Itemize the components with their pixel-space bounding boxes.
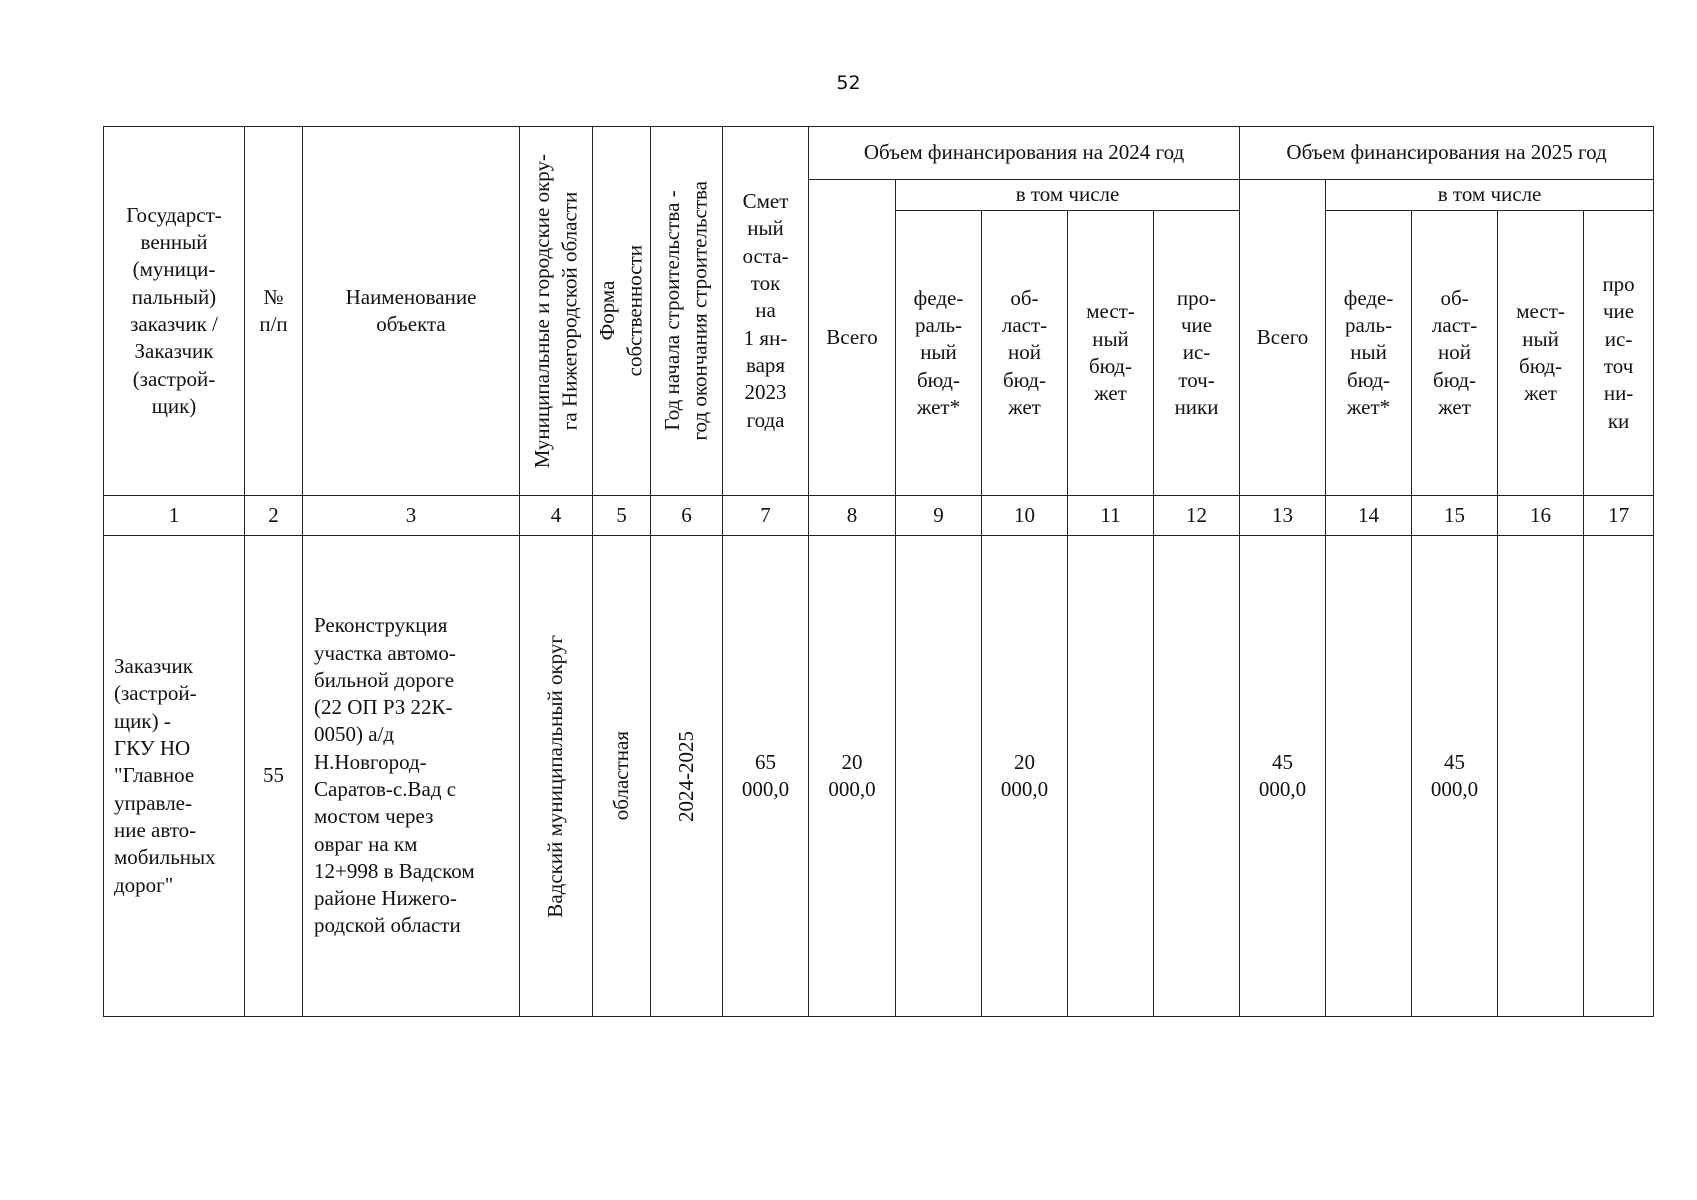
- column-number: 5: [593, 496, 651, 536]
- cell-estimate-balance: 65 000,0: [723, 536, 809, 1017]
- financing-table: [103, 126, 1654, 1017]
- cell-district: Вадский муниципальный округ: [520, 536, 593, 1017]
- column-number: 17: [1584, 496, 1654, 536]
- cell-total-2024: 20 000,0: [809, 536, 896, 1017]
- cell-object-name: Реконструкция участка автомо- бильной дороге (22 ОП РЗ 22К- 0050) а/д Н.Новгород- Саратов-с.Вад с мостом через овраг на км 12+998 в Вадском районе Нижего- родской области: [303, 536, 520, 1017]
- cell-ownership: областная: [593, 536, 651, 1017]
- column-number: 1: [104, 496, 245, 536]
- header-federal-2025: феде- раль- ный бюд- жет*: [1326, 211, 1412, 496]
- cell-federal-2025: [1326, 536, 1412, 1017]
- header-incl-2024: в том числе: [896, 180, 1240, 211]
- page-number: 52: [836, 72, 861, 94]
- cell-other-2025: [1584, 536, 1654, 1017]
- column-number: 12: [1154, 496, 1240, 536]
- header-object-name: Наименование объекта: [303, 127, 520, 496]
- column-number: 8: [809, 496, 896, 536]
- column-number: 3: [303, 496, 520, 536]
- header-other-2025: про чие ис- точ ни- ки: [1584, 211, 1654, 496]
- column-number: 14: [1326, 496, 1412, 536]
- header-total-2025: Всего: [1240, 180, 1326, 496]
- table-row: [104, 536, 1654, 1017]
- header-estimate-balance: Смет ный оста- ток на 1 ян- варя 2023 года: [723, 127, 809, 496]
- header-group-2024: Объем финансирования на 2024 год: [809, 127, 1240, 180]
- column-number: 10: [982, 496, 1068, 536]
- cell-customer: Заказчик (застрой- щик) - ГКУ НО "Главное управле- ние авто- мобильных дорог": [104, 536, 245, 1017]
- header-district: Муниципальные и городские окру- га Нижегородской области: [520, 127, 593, 496]
- cell-regional-2025: 45 000,0: [1412, 536, 1498, 1017]
- header-federal-2024: феде- раль- ный бюд- жет*: [896, 211, 982, 496]
- cell-total-2025: 45 000,0: [1240, 536, 1326, 1017]
- column-number: 4: [520, 496, 593, 536]
- column-number: 16: [1498, 496, 1584, 536]
- header-local-2025: мест- ный бюд- жет: [1498, 211, 1584, 496]
- header-years: Год начала строительства - год окончания строительства: [651, 127, 723, 496]
- header-group-2025: Объем финансирования на 2025 год: [1240, 127, 1654, 180]
- header-other-2024: про- чие ис- точ- ники: [1154, 211, 1240, 496]
- header-regional-2024: об- ласт- ной бюд- жет: [982, 211, 1068, 496]
- cell-local-2025: [1498, 536, 1584, 1017]
- column-number: 13: [1240, 496, 1326, 536]
- header-incl-2025: в том числе: [1326, 180, 1654, 211]
- cell-years: 2024-2025: [651, 536, 723, 1017]
- column-number: 9: [896, 496, 982, 536]
- header-customer: Государст- венный (муници- пальный) заказчик / Заказчик (застрой- щик): [104, 127, 245, 496]
- cell-regional-2024: 20 000,0: [982, 536, 1068, 1017]
- column-number: 7: [723, 496, 809, 536]
- column-number: 15: [1412, 496, 1498, 536]
- cell-federal-2024: [896, 536, 982, 1017]
- header-regional-2025: об- ласт- ной бюд- жет: [1412, 211, 1498, 496]
- header-total-2024: Всего: [809, 180, 896, 496]
- header-ownership: Форма собственности: [593, 127, 651, 496]
- column-number: 2: [245, 496, 303, 536]
- column-number: 6: [651, 496, 723, 536]
- cell-local-2024: [1068, 536, 1154, 1017]
- cell-number: 55: [245, 536, 303, 1017]
- column-number-row: [104, 496, 1654, 536]
- column-number: 11: [1068, 496, 1154, 536]
- header-local-2024: мест- ный бюд- жет: [1068, 211, 1154, 496]
- cell-other-2024: [1154, 536, 1240, 1017]
- header-number: № п/п: [245, 127, 303, 496]
